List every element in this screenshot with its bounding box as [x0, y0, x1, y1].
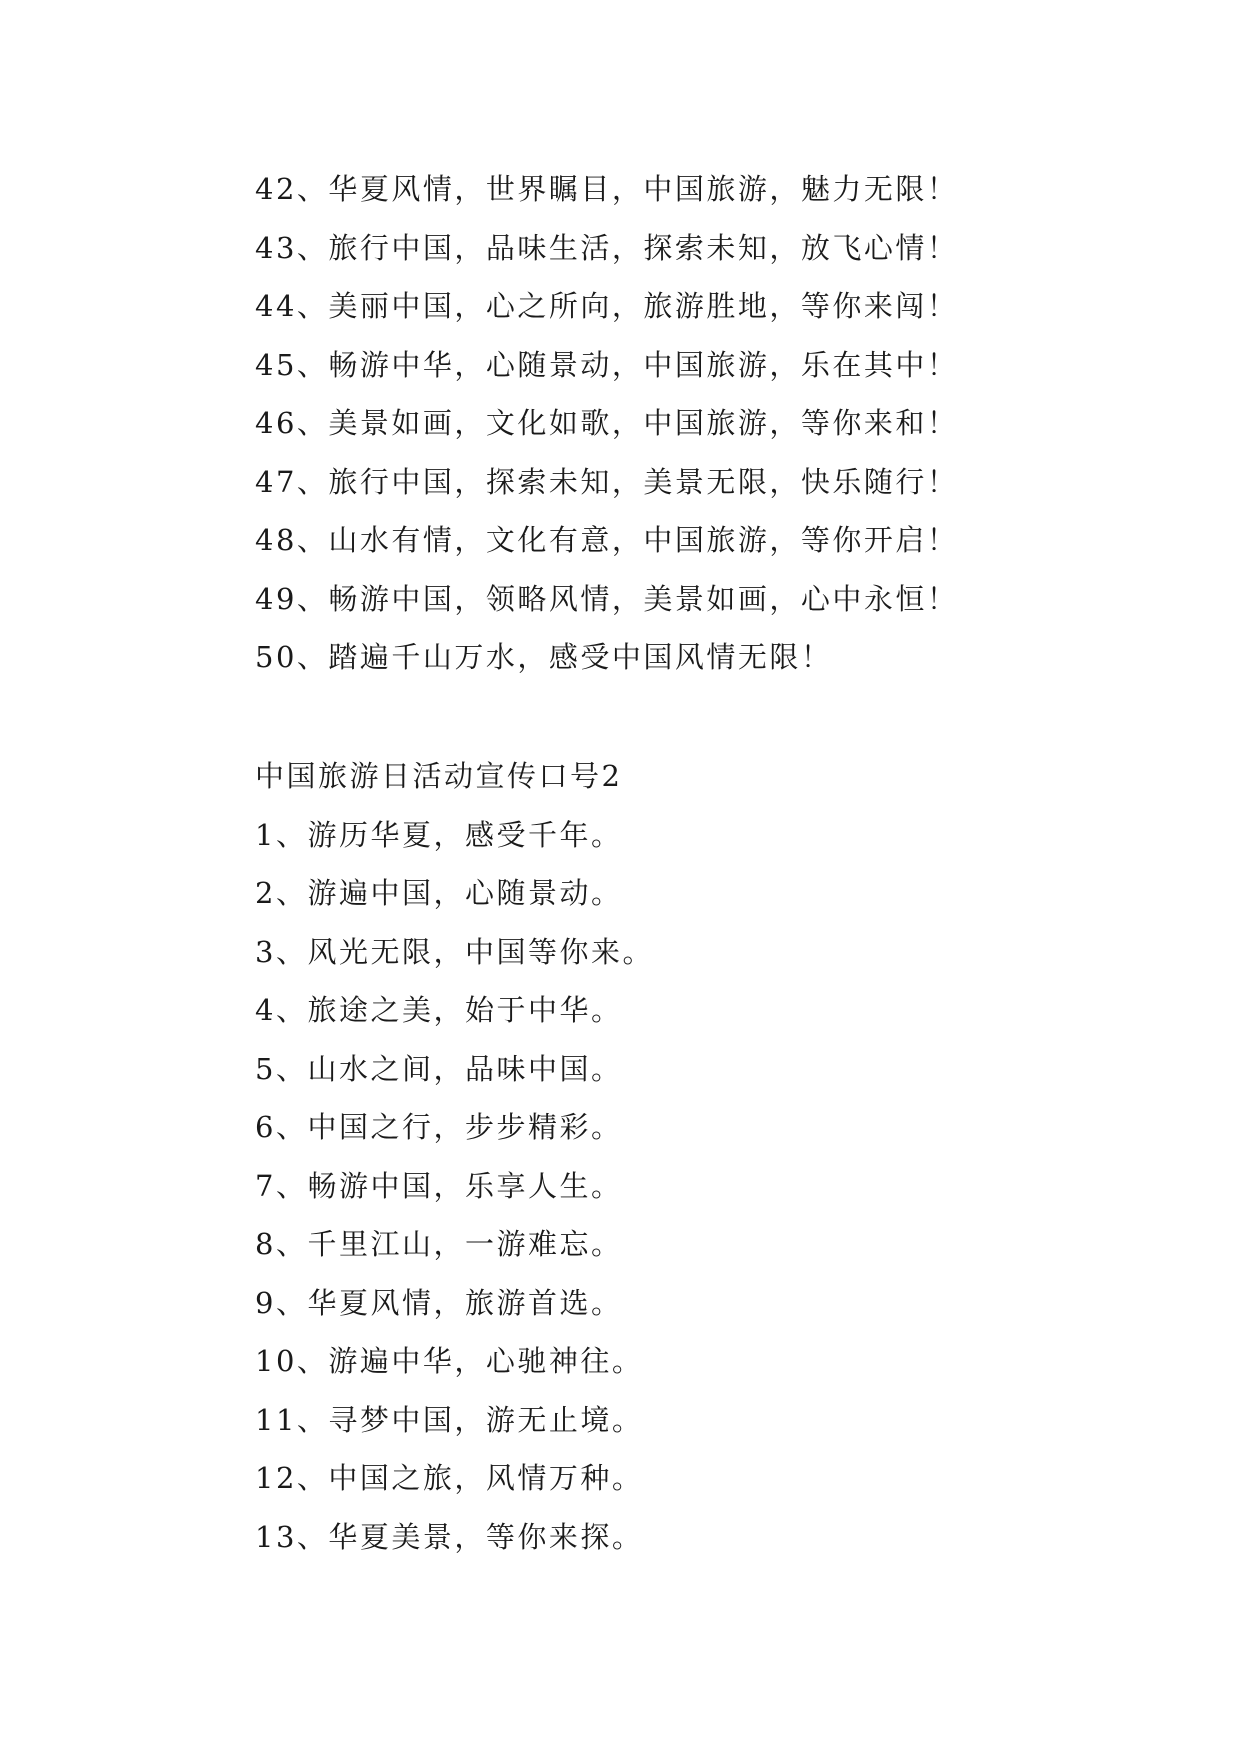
slogan-line: 2、游遍中国，心随景动。: [255, 876, 623, 910]
slogan-line: 10、游遍中华，心驰神往。: [255, 1344, 644, 1378]
slogan-line: 49、畅游中国，领略风情，美景如画，心中永恒！: [255, 581, 959, 616]
slogan-line: 5、山水之间，品味中国。: [255, 1051, 623, 1086]
slogan-line: 44、美丽中国，心之所向，旅游胜地，等你来闯！: [255, 289, 959, 323]
slogan-line: 13、华夏美景，等你来探。: [255, 1519, 644, 1554]
slogan-line: 8、千里江山，一游难忘。: [255, 1227, 623, 1261]
slogan-line: 48、山水有情，文化有意，中国旅游，等你开启！: [255, 523, 959, 557]
slogan-line: 12、中国之旅，风情万种。: [255, 1461, 644, 1495]
slogan-list-continued: [255, 160, 1015, 687]
slogan-line: 47、旅行中国，探索未知，美景无限，快乐随行！: [255, 464, 959, 499]
slogan-line: 50、踏遍千山万水，感受中国风情无限！: [255, 640, 833, 674]
slogan-line: 7、畅游中国，乐享人生。: [255, 1168, 623, 1203]
slogan-line: 42、华夏风情，世界瞩目，中国旅游，魅力无限！: [255, 172, 959, 206]
slogan-line: 1、游历华夏，感受千年。: [255, 817, 623, 852]
slogan-section-2: [255, 747, 1015, 1566]
section-heading: 中国旅游日活动宣传口号2: [255, 759, 623, 793]
slogan-line: 45、畅游中华，心随景动，中国旅游，乐在其中！: [255, 347, 959, 382]
slogan-line: 46、美景如画，文化如歌，中国旅游，等你来和！: [255, 406, 959, 440]
slogan-line: 11、寻梦中国，游无止境。: [255, 1402, 644, 1437]
slogan-line: 9、华夏风情，旅游首选。: [255, 1285, 623, 1320]
slogan-line: 4、旅途之美，始于中华。: [255, 993, 623, 1027]
slogan-line: 6、中国之行，步步精彩。: [255, 1110, 623, 1144]
slogan-line: 43、旅行中国，品味生活，探索未知，放飞心情！: [255, 230, 959, 265]
slogan-line: 3、风光无限，中国等你来。: [255, 934, 654, 969]
